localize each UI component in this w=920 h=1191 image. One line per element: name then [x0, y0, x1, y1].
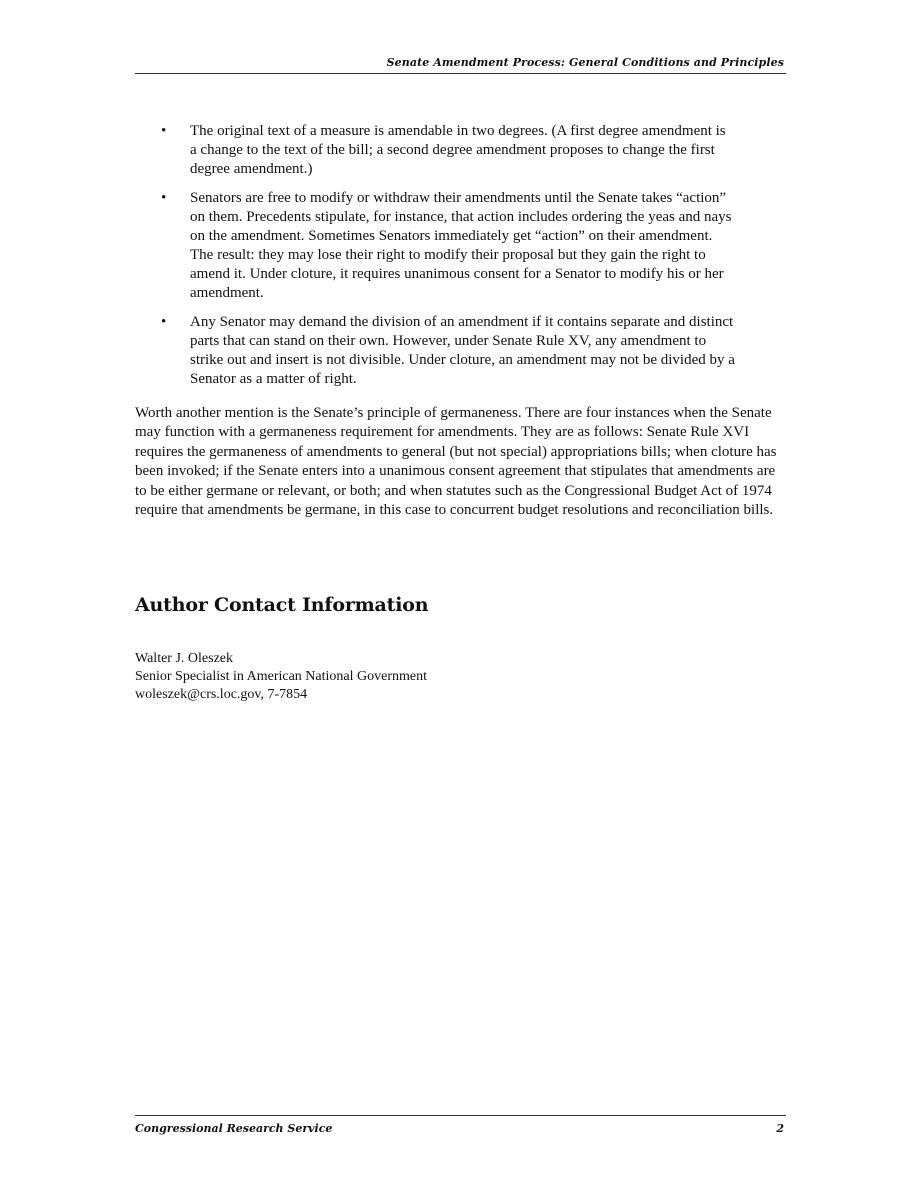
list-item [135, 189, 735, 303]
author-contact-block [135, 650, 427, 704]
bullet-marker: • [161, 314, 167, 330]
author-title: Senior Specialist in American National Government [135, 669, 427, 684]
bullet-list [135, 122, 786, 399]
list-item [135, 122, 735, 179]
bullet-text: The original text of a measure is amendable in two degrees. (A first degree amendment is a change to the text of the bill; a second degree amendment proposes to change the first degree amendment.) [190, 123, 726, 177]
bullet-marker: • [161, 123, 167, 139]
germaneness-paragraph: Worth another mention is the Senate’s principle of germaneness. There are four instances when the Senate may function with a germaneness requirement for amendments. They are as follows: Senate Rule XVI requires the germaneness of amendments to general (but not special) appropriations bills; when cloture has been invoked; if the Senate enters into a unanimous consent agreement that stipulates that amendments are to be either germane or relevant, or both; and when statutes such as the Congressional Budget Act of 1974 require that amendments be germane, in this case to concurrent budget resolutions and reconciliation bills. [135, 405, 777, 519]
bullet-marker: • [161, 190, 167, 206]
page-header [135, 55, 786, 74]
running-title: Senate Amendment Process: General Conditions and Principles [386, 56, 784, 69]
bullet-text: Any Senator may demand the division of an amendment if it contains separate and distinct parts that can stand on their own. However, under Senate Rule XV, any amendment to strike out and insert is not divisible. Under cloture, an amendment may not be divided by a Senator as a matter of right. [190, 314, 735, 387]
section-heading: Author Contact Information [135, 594, 429, 616]
author-email-phone: woleszek@crs.loc.gov, 7-7854 [135, 687, 308, 702]
page-footer [135, 1115, 786, 1140]
bullet-text: Senators are free to modify or withdraw their amendments until the Senate takes “action” on them. Precedents stipulate, for instance, that action includes ordering the yeas and nays on the amendment. Sometimes Senators immediately get “action” on their amendment. The result: they may lose their right to modify their proposal but they gain the right to amend it. Under cloture, it requires unanimous consent for a Senator to modify his or her amendment. [190, 190, 732, 301]
list-item [135, 313, 735, 389]
footer-organization: Congressional Research Service [135, 1122, 333, 1135]
author-name: Walter J. Oleszek [135, 651, 233, 666]
page-number: 2 [776, 1122, 784, 1135]
